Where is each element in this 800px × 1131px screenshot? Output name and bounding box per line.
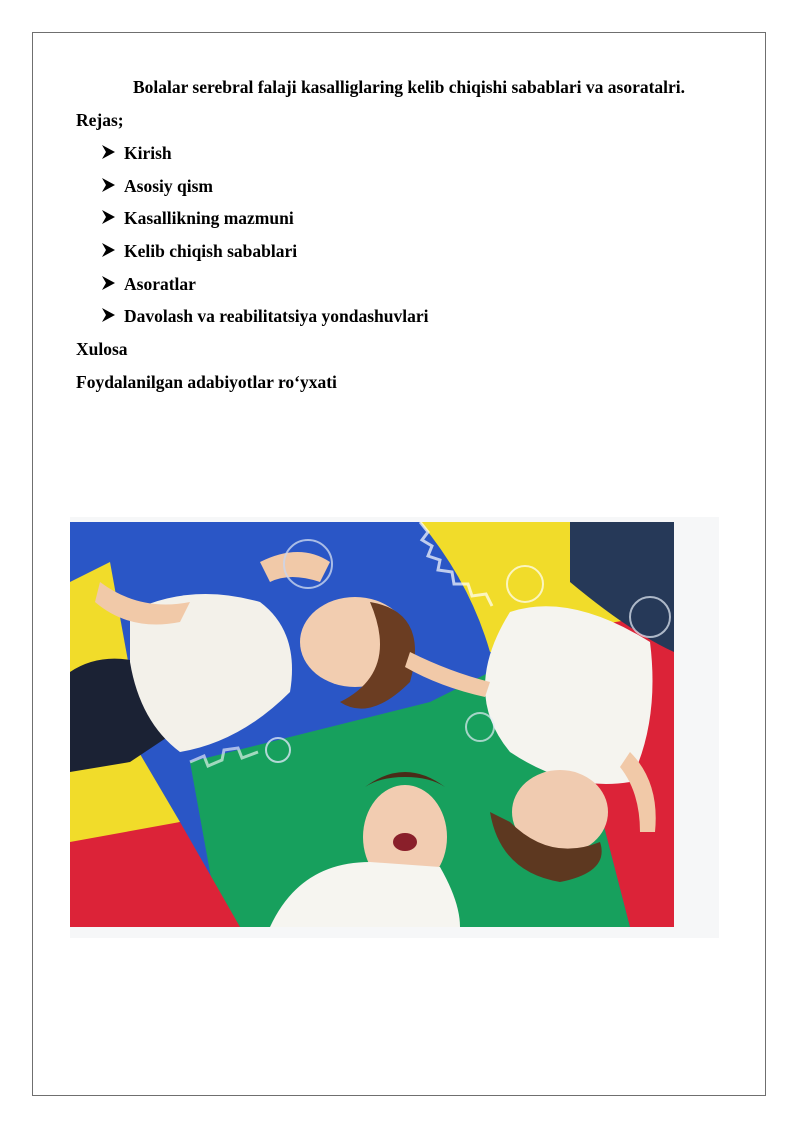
references-heading: Foydalanilgan adabiyotlar ro‘yxati	[76, 372, 337, 392]
plan-list	[102, 142, 429, 338]
plan-item-label: Davolash va reabilitatsiya yondashuvlari	[124, 306, 429, 327]
arrow-bullet-icon	[102, 308, 115, 322]
plan-item-label: Kelib chiqish sabablari	[124, 241, 298, 262]
arrow-bullet-icon	[102, 178, 115, 192]
plan-item-label: Asoratlar	[124, 273, 196, 294]
plan-item	[102, 273, 429, 306]
plan-item	[102, 240, 429, 273]
children-photo	[70, 522, 674, 927]
plan-heading: Rejas;	[76, 110, 124, 130]
plan-item-label: Kasallikning mazmuni	[124, 208, 294, 229]
plan-item	[102, 207, 429, 240]
document-title: Bolalar serebral falaji kasalliglaring kelib chiqishi sabablari va asoratalri.	[132, 77, 686, 97]
plan-item	[102, 142, 429, 175]
plan-item	[102, 175, 429, 208]
arrow-bullet-icon	[102, 210, 115, 224]
arrow-bullet-icon	[102, 145, 115, 159]
arrow-bullet-icon	[102, 276, 115, 290]
plan-item-label: Kirish	[124, 143, 172, 163]
arrow-bullet-icon	[102, 243, 115, 257]
plan-item-label: Asosiy qism	[124, 175, 213, 196]
plan-item	[102, 305, 429, 338]
conclusion-heading: Xulosa	[76, 339, 128, 359]
